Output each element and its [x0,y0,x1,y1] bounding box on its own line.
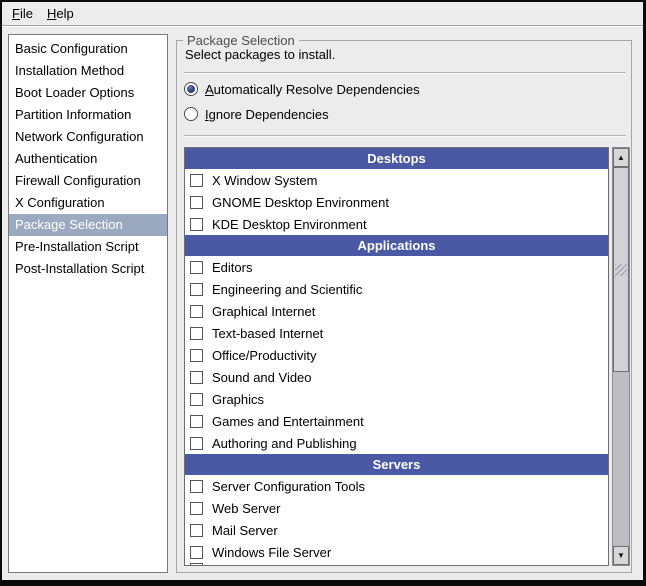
sidebar-item-x-configuration[interactable]: X Configuration [15,195,105,210]
package-row[interactable] [185,388,608,410]
package-row[interactable] [185,410,608,432]
package-label: Graphics [212,391,265,407]
checkbox[interactable] [190,502,203,515]
package-label: Engineering and Scientific [212,281,363,297]
radio-selected-icon [184,82,198,96]
sidebar-item-basic-configuration[interactable]: Basic Configuration [15,41,128,56]
page-subtitle: Select packages to install. [185,47,336,62]
checkbox[interactable] [190,349,203,362]
sidebar-item-firewall-configuration[interactable]: Firewall Configuration [15,173,141,188]
radio-label-mnemonic: A [205,81,214,97]
package-label: Text-based Internet [212,325,324,341]
menu-file[interactable] [12,2,33,25]
checkbox[interactable] [190,415,203,428]
package-label: X Window System [212,172,318,188]
package-label: Authoring and Publishing [212,435,357,451]
package-row[interactable] [185,541,608,563]
package-row[interactable] [185,278,608,300]
scrollbar-thumb[interactable] [613,167,629,372]
checkbox[interactable] [190,174,203,187]
package-row[interactable] [185,344,608,366]
package-label: Sound and Video [212,369,312,385]
package-list [184,147,609,566]
down-arrow-icon: ▼ [617,550,625,560]
radio-label-text: gnore Dependencies [208,106,329,122]
package-selection-frame [176,33,632,573]
radio-label [205,107,329,122]
menu-help-mnemonic: H [46,6,57,21]
package-label: Editors [212,259,253,275]
sidebar-item-post-installation-script[interactable]: Post-Installation Script [15,261,145,276]
sidebar-item-network-configuration[interactable]: Network Configuration [15,129,144,144]
package-label: Mail Server [212,522,278,538]
menu-file-label: ile [19,6,33,21]
menu-help-label: elp [56,6,74,21]
package-label: Server Configuration Tools [212,478,365,494]
menu-file-mnemonic: F [12,6,20,21]
checkbox[interactable] [190,371,203,384]
checkbox[interactable] [190,261,203,274]
separator [184,135,626,137]
checkbox[interactable] [190,437,203,450]
scroll-up-button[interactable] [613,148,629,167]
section-header-servers: Servers [185,454,608,475]
menu-help[interactable] [47,2,74,25]
up-arrow-icon: ▲ [617,152,625,162]
package-label: Web Server [212,500,281,516]
radio-label-mnemonic: I [205,106,209,122]
radio-label-text: utomatically Resolve Dependencies [213,81,420,97]
scrollbar-grip-icon [615,264,627,276]
package-label: Windows File Server [212,544,332,560]
sidebar-item-partition-information[interactable]: Partition Information [15,107,132,122]
package-label: KDE Desktop Environment [212,216,367,232]
checkbox[interactable] [190,393,203,406]
checkbox[interactable] [190,327,203,340]
checkbox[interactable] [190,524,203,537]
radio-unselected-icon [184,107,198,121]
package-label: Office/Productivity [212,347,317,363]
package-label: GNOME Desktop Environment [212,194,390,210]
sidebar-item-boot-loader-options[interactable]: Boot Loader Options [15,85,135,100]
checkbox[interactable] [190,218,203,231]
radio-label [205,82,420,97]
radio-ignore-dependencies[interactable] [184,105,329,123]
sidebar-item-installation-method[interactable]: Installation Method [15,63,125,78]
package-row[interactable] [185,322,608,344]
section-header-desktops: Desktops [185,148,608,169]
checkbox[interactable] [190,196,203,209]
section-header-applications: Applications [185,235,608,256]
checkbox[interactable] [190,305,203,318]
separator [184,72,626,74]
package-row[interactable] [185,432,608,454]
config-sections-list [8,34,168,573]
package-row[interactable] [185,169,608,191]
radio-automatically-resolve-dependencies[interactable] [184,80,420,98]
package-list-scrollbar[interactable] [612,147,630,566]
scroll-down-button[interactable] [613,546,629,565]
menubar [2,2,643,26]
package-row[interactable] [185,300,608,322]
frame-title: Package Selection [183,33,299,48]
checkbox-partially-scrolled[interactable] [190,563,203,566]
package-label: Graphical Internet [212,303,316,319]
package-row[interactable] [185,475,608,497]
sidebar-item-pre-installation-script[interactable]: Pre-Installation Script [15,239,139,254]
package-row[interactable] [185,497,608,519]
checkbox[interactable] [190,546,203,559]
checkbox[interactable] [190,480,203,493]
package-row[interactable] [185,191,608,213]
package-row[interactable] [185,213,608,235]
package-row[interactable] [185,366,608,388]
sidebar-item-authentication[interactable]: Authentication [15,151,98,166]
checkbox[interactable] [190,283,203,296]
sidebar-item-package-selection[interactable]: Package Selection [9,214,167,236]
package-label: Games and Entertainment [212,413,364,429]
package-row[interactable] [185,519,608,541]
package-row[interactable] [185,256,608,278]
